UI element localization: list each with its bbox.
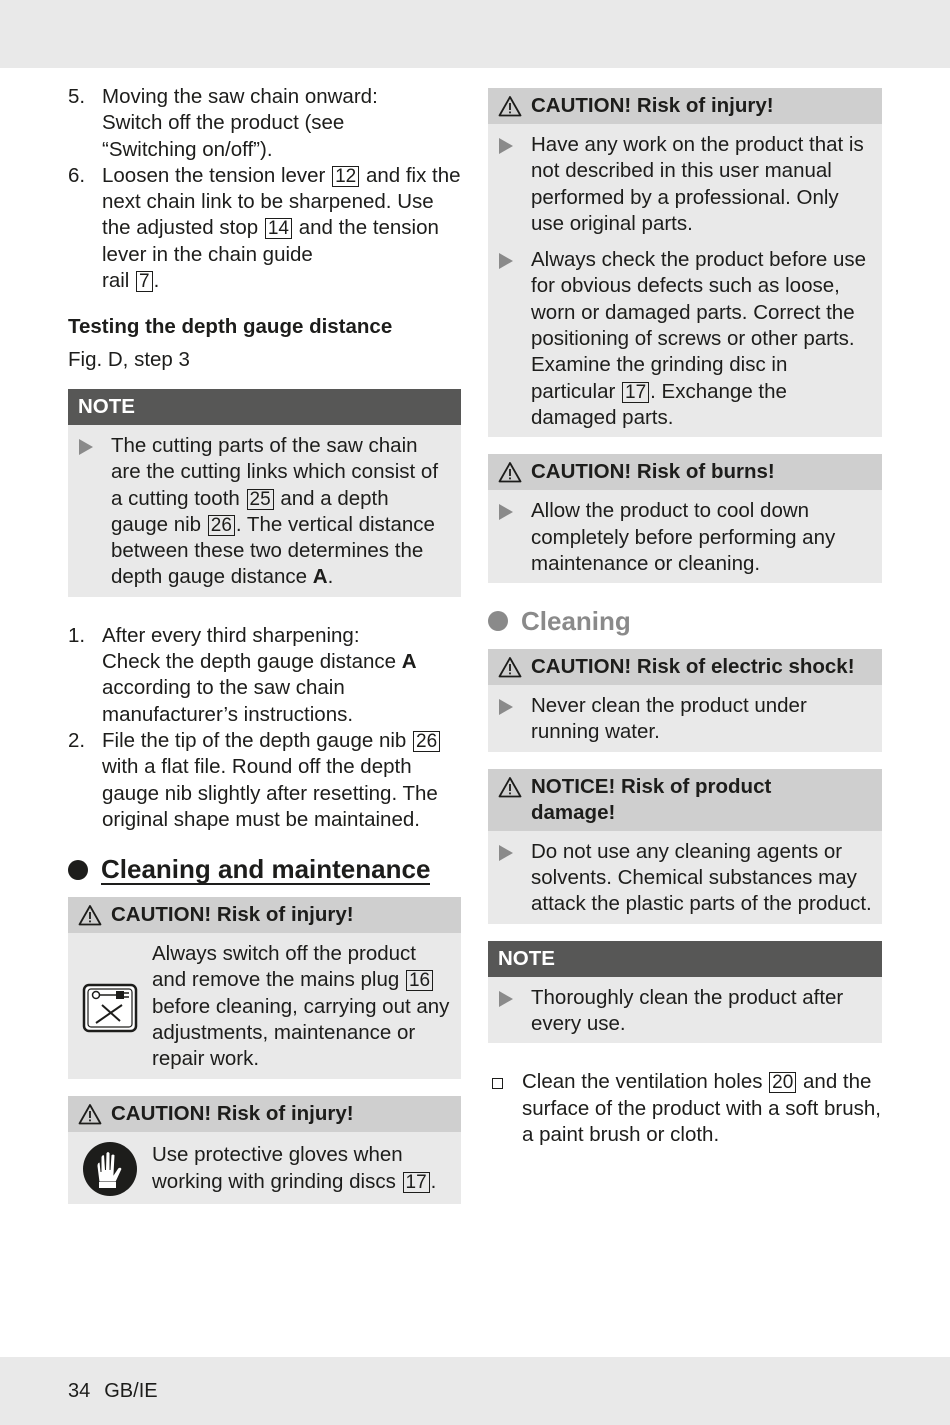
step-text: and fix bbox=[365, 163, 427, 187]
caution-text bbox=[152, 941, 451, 1072]
sharpening-steps bbox=[68, 84, 461, 294]
caution-text: Always check the product before use for obvious defects such as loose, worn or damaged parts. Correct the positioning of screws or other parts. Examine the grinding disc in particular bbox=[531, 248, 867, 403]
note-body bbox=[488, 977, 882, 1044]
depth-gauge-steps bbox=[68, 623, 461, 833]
caution-header bbox=[488, 454, 882, 490]
step-text: Loosen the tension lever bbox=[102, 163, 326, 187]
step-number: 1. bbox=[68, 623, 86, 647]
note-title: NOTE bbox=[68, 389, 461, 425]
caution-text: Allow the product to cool down completely before performing any maintenance or cleaning. bbox=[531, 499, 836, 575]
step-text: Switch off the product (see bbox=[102, 111, 345, 135]
right-column bbox=[488, 88, 882, 1148]
arrow-bullet-icon bbox=[499, 504, 513, 520]
list-item bbox=[498, 498, 872, 577]
list-item bbox=[498, 693, 872, 746]
section-title-text: Cleaning bbox=[521, 606, 631, 637]
notice-header bbox=[488, 769, 882, 831]
notice-title: NOTICE! Risk of product damage! bbox=[531, 774, 772, 824]
caution-text-part: . bbox=[430, 1169, 437, 1193]
instruction-text: Clean the ventilation holes bbox=[522, 1070, 763, 1094]
caution-body bbox=[488, 124, 882, 437]
step-number: 6. bbox=[68, 163, 86, 187]
warning-triangle-icon bbox=[498, 95, 522, 117]
part-reference: 20 bbox=[769, 1072, 796, 1093]
caution-header bbox=[488, 88, 882, 124]
section-title-cleaning bbox=[488, 605, 882, 637]
warning-triangle-icon bbox=[498, 776, 522, 798]
step-text: rail bbox=[102, 269, 130, 293]
protective-gloves-icon bbox=[81, 1140, 139, 1198]
note-box bbox=[68, 389, 461, 597]
caution-header bbox=[488, 649, 882, 685]
part-reference: 16 bbox=[406, 970, 433, 991]
caution-text-part: Use protective gloves when working with grinding discs bbox=[152, 1143, 403, 1193]
step-text: with a flat file. Round off the depth gauge nib slightly after resetting. The original shape must be maintained. bbox=[102, 755, 438, 831]
caution-box bbox=[488, 649, 882, 752]
step-number: 2. bbox=[68, 728, 86, 752]
warning-triangle-icon bbox=[78, 904, 102, 926]
part-reference: 25 bbox=[247, 489, 274, 510]
list-item bbox=[498, 247, 872, 431]
part-reference: 14 bbox=[265, 218, 292, 239]
gloves-pictogram bbox=[78, 1140, 142, 1198]
note-text: and a depth gauge nib bbox=[111, 486, 389, 536]
caution-title: CAUTION! Risk of injury! bbox=[111, 903, 354, 927]
list-item bbox=[68, 84, 461, 163]
arrow-bullet-icon bbox=[499, 845, 513, 861]
caution-text-part: Always switch off the product and remove the mains plug bbox=[152, 942, 416, 992]
list-item bbox=[78, 433, 451, 591]
step-text: “Switching on/off”). bbox=[102, 137, 273, 161]
note-title: NOTE bbox=[488, 941, 882, 977]
arrow-bullet-icon bbox=[499, 253, 513, 269]
part-reference: 17 bbox=[403, 1172, 430, 1193]
caution-header bbox=[68, 1096, 461, 1132]
note-text: The cutting parts of the saw chain are the cutting links which consist of a cutting tooth bbox=[111, 433, 439, 510]
caution-text: Have any work on the product that is not described in this user manual performed by a professional. Only use original parts. bbox=[531, 133, 864, 235]
page-header-band bbox=[0, 0, 950, 68]
arrow-bullet-icon bbox=[499, 699, 513, 715]
step-text: tension lever in the chain guide bbox=[102, 216, 439, 266]
list-item bbox=[68, 163, 461, 294]
caution-title: CAUTION! Risk of injury! bbox=[111, 1101, 354, 1125]
unplug-pictogram bbox=[78, 981, 142, 1033]
step-text: the next chain link to be sharpened. bbox=[102, 163, 461, 214]
list-item bbox=[498, 839, 872, 918]
list-item bbox=[498, 985, 872, 1038]
caution-box bbox=[488, 454, 882, 583]
cleaning-instruction bbox=[488, 1069, 882, 1148]
step-text: After every third sharpening: bbox=[102, 623, 360, 647]
depth-gauge-heading: Testing the depth gauge distance bbox=[68, 315, 393, 339]
part-reference: 26 bbox=[413, 731, 440, 752]
notice-box bbox=[488, 769, 882, 924]
section-title-cleaning-maintenance bbox=[68, 855, 461, 885]
page-footer bbox=[68, 1378, 172, 1404]
caution-body bbox=[68, 933, 461, 1078]
distance-label: A bbox=[401, 650, 417, 674]
note-text: . bbox=[327, 565, 334, 589]
region-label: GB/IE bbox=[104, 1380, 158, 1402]
note-text: . The vertical distance between these two determines the depth gauge distance bbox=[111, 512, 435, 589]
part-reference: 17 bbox=[622, 382, 649, 403]
step-text: File the tip of the depth gauge nib bbox=[102, 728, 407, 752]
caution-box bbox=[68, 897, 461, 1078]
step-text: according to the saw chain manufacturer’s instructions. bbox=[102, 676, 354, 726]
section-title-text: Cleaning and maintenance bbox=[101, 854, 431, 885]
caution-text: . Exchange the damaged parts. bbox=[531, 379, 787, 429]
unplug-tool-icon bbox=[82, 981, 138, 1033]
notice-text: Do not use any cleaning agents or solvents. Chemical substances may attack the plastic parts of the product. bbox=[531, 839, 872, 916]
note-text: Thoroughly clean the product after every use. bbox=[531, 985, 844, 1035]
caution-text: Never clean the product under running water. bbox=[531, 694, 807, 744]
caution-box bbox=[488, 88, 882, 437]
checkbox-icon bbox=[492, 1078, 503, 1089]
bullet-dot-icon bbox=[68, 860, 88, 880]
warning-triangle-icon bbox=[498, 656, 522, 678]
caution-body bbox=[488, 685, 882, 752]
step-text: . bbox=[153, 269, 160, 293]
caution-title: CAUTION! Risk of injury! bbox=[531, 94, 774, 117]
step-number: 5. bbox=[68, 85, 86, 108]
part-reference: 7 bbox=[136, 271, 153, 292]
part-reference: 12 bbox=[332, 166, 359, 187]
notice-body bbox=[488, 831, 882, 924]
arrow-bullet-icon bbox=[79, 439, 93, 455]
step-text: Use the adjusted stop bbox=[102, 190, 434, 240]
warning-triangle-icon bbox=[78, 1103, 102, 1125]
note-body bbox=[68, 425, 461, 597]
arrow-bullet-icon bbox=[499, 991, 513, 1007]
step-text: Check the depth gauge distance bbox=[102, 650, 397, 674]
page-number: 34 bbox=[68, 1380, 91, 1402]
caution-title: CAUTION! Risk of electric shock! bbox=[531, 655, 855, 679]
caution-text bbox=[152, 1142, 451, 1195]
instruction-text: and the surface of the product with a soft brush, a paint brush or cloth. bbox=[522, 1070, 881, 1146]
step-text: Moving the saw chain onward: bbox=[102, 85, 378, 108]
figure-reference: Fig. D, step 3 bbox=[68, 347, 190, 371]
step-text: and the bbox=[298, 216, 368, 240]
note-box bbox=[488, 941, 882, 1044]
caution-title: CAUTION! Risk of burns! bbox=[531, 460, 775, 484]
left-column bbox=[68, 84, 461, 1204]
caution-text-part: before cleaning, carrying out any adjustments, maintenance or repair work. bbox=[152, 994, 450, 1071]
bullet-dot-icon bbox=[488, 611, 508, 631]
caution-box bbox=[68, 1096, 461, 1204]
list-item bbox=[498, 132, 872, 237]
list-item bbox=[68, 623, 461, 728]
distance-label: A bbox=[312, 565, 328, 589]
part-reference: 26 bbox=[208, 515, 235, 536]
caution-header bbox=[68, 897, 461, 933]
caution-body bbox=[68, 1132, 461, 1204]
arrow-bullet-icon bbox=[499, 138, 513, 154]
list-item bbox=[68, 728, 461, 833]
warning-triangle-icon bbox=[498, 461, 522, 483]
caution-body bbox=[488, 490, 882, 583]
